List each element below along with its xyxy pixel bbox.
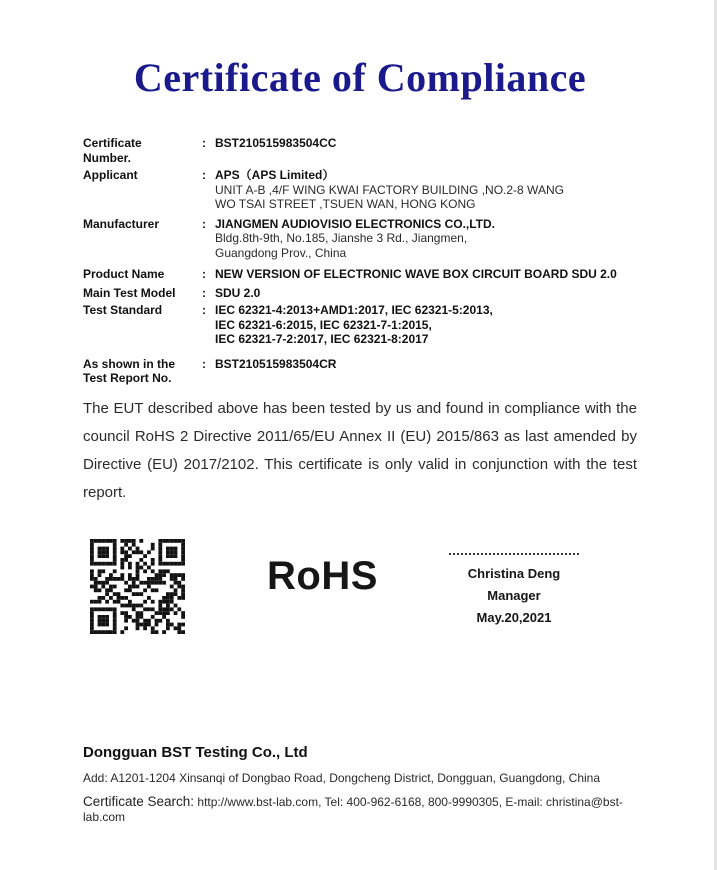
certificate-fields	[83, 136, 637, 386]
field-label: Test Standard	[83, 303, 163, 317]
signatory-name: Christina Deng	[467, 565, 561, 581]
field-label: Main Test Model	[83, 285, 176, 300]
field-value-group	[215, 303, 637, 347]
field-value-group	[215, 267, 637, 282]
field-row-applicant	[83, 168, 637, 212]
field-label: As shown in the Test Report No.	[83, 356, 176, 385]
signature-dotted-line	[449, 553, 579, 555]
field-value: NEW VERSION OF ELECTRONIC WAVE BOX CIRCUIT BOARD SDU 2.0	[215, 267, 617, 281]
field-value-group	[215, 168, 637, 212]
field-value-group	[215, 217, 637, 261]
lab-address: Add: A1201-1204 Xinsanqi of Dongbao Road, Dongcheng District, Dongguan, Guangdong, China	[83, 770, 601, 785]
field-colon: :	[202, 136, 206, 150]
field-value-line: IEC 62321-7-2:2017, IEC 62321-8:2017	[215, 332, 429, 346]
field-value: BST210515983504CC	[215, 136, 337, 150]
rohs-logo: RoHS	[267, 553, 378, 598]
field-label: Certificate Number.	[83, 136, 142, 165]
certificate-search-value: http://www.bst-lab.com, Tel: 400-962-6168, 800-9990305, E-mail: christina@bst-lab.com	[83, 794, 623, 824]
compliance-statement: The EUT described above has been tested by us and found in compliance with the council RoHS 2 Directive 2011/65/EU Annex II (EU) 2015/863 as last amended by Directive (EU) 2017/2102. This certificate is only valid in conjunction with the test report.	[83, 399, 637, 501]
field-value-line: Guangdong Prov., China	[215, 245, 347, 260]
field-value-group	[215, 136, 637, 151]
field-colon: :	[202, 285, 206, 300]
field-colon: :	[202, 168, 206, 182]
field-value-line: IEC 62321-6:2015, IEC 62321-7-1:2015,	[215, 317, 432, 332]
field-colon: :	[202, 267, 206, 281]
field-row-certificate-number	[83, 136, 637, 165]
field-colon: :	[202, 356, 206, 371]
field-value: JIANGMEN AUDIOVISIO ELECTRONICS CO.,LTD.	[215, 216, 496, 231]
field-value: BST210515983504CR	[215, 356, 337, 371]
field-label: Manufacturer	[83, 216, 160, 231]
field-row-test-standard	[83, 303, 637, 347]
certificate-search-label: Certificate Search:	[83, 793, 195, 809]
field-row-product-name	[83, 267, 637, 282]
field-colon: :	[202, 216, 206, 231]
field-value-group	[215, 357, 637, 372]
page-title: Certificate of Compliance	[133, 55, 587, 100]
signature-block	[419, 553, 609, 629]
certificate-content	[0, 52, 714, 825]
footer	[83, 744, 637, 825]
signature-date: May.20,2021	[476, 609, 552, 625]
field-value: SDU 2.0	[215, 285, 261, 300]
field-value-group	[215, 286, 637, 301]
field-row-manufacturer	[83, 217, 637, 261]
field-row-main-test-model	[83, 286, 637, 301]
field-value-line: UNIT A-B ,4/F WING KWAI FACTORY BUILDING ,NO.2-8 WANG	[215, 182, 564, 197]
logos-row	[83, 539, 637, 642]
field-label: Applicant	[83, 168, 138, 182]
field-value: IEC 62321-4:2013+AMD1:2017, IEC 62321-5:2013,	[215, 303, 493, 317]
signatory-role: Manager	[487, 587, 541, 603]
certificate-search-line	[83, 794, 637, 825]
field-value: APS（APS Limited）	[215, 168, 335, 182]
field-row-test-report-no	[83, 357, 637, 386]
field-colon: :	[202, 303, 206, 317]
lab-company-name: Dongguan BST Testing Co., Ltd	[83, 743, 308, 761]
field-value-line: WO TSAI STREET ,TSUEN WAN, HONG KONG	[215, 197, 476, 211]
qr-code-icon	[90, 539, 185, 634]
field-value-line: Bldg.8th-9th, No.185, Jianshe 3 Rd., Jiangmen,	[215, 231, 468, 245]
field-label: Product Name	[83, 267, 165, 281]
